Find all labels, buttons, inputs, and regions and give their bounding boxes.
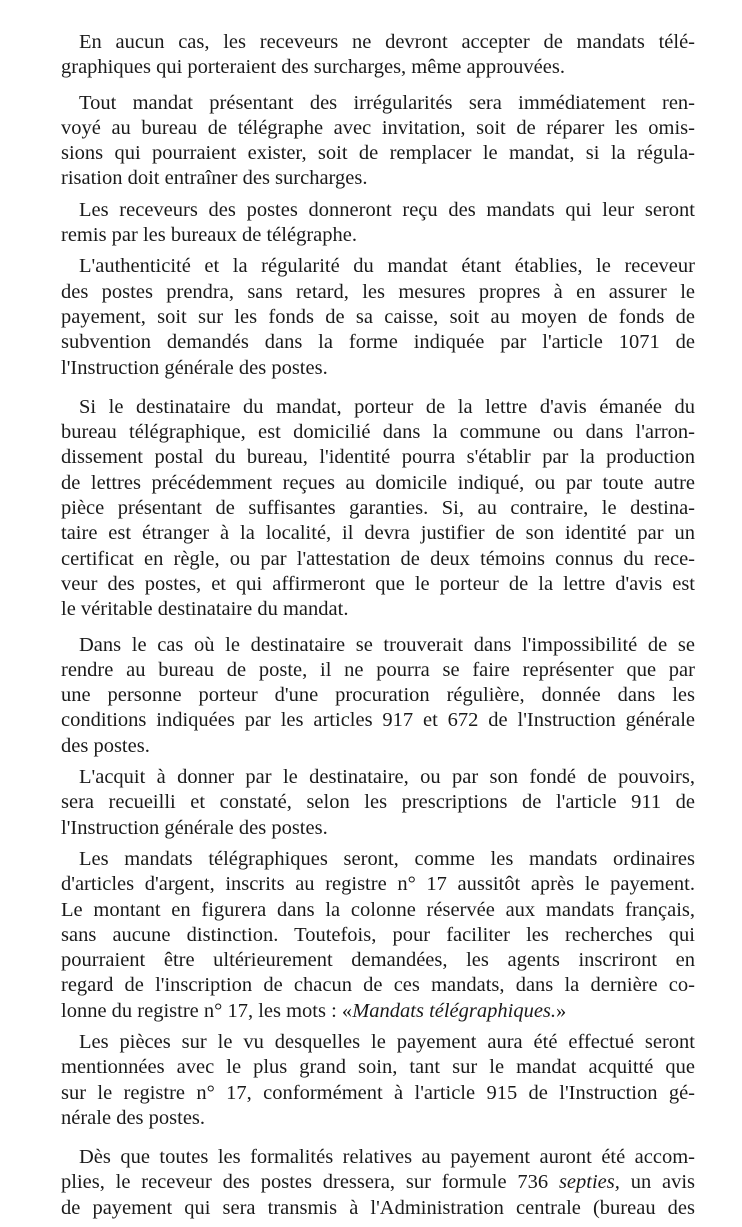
text-line: Dans le cas où le destinataire se trouverait dans l'impossibilité de se [79, 633, 695, 656]
paragraph-5 [43, 395, 695, 623]
paragraph-3 [43, 198, 695, 249]
text-line: sans aucune distinction. Toutefois, pour faciliter les recherches qui [61, 923, 695, 946]
text-line: dissement postal du bureau, l'identité pourra s'établir par la production [61, 446, 695, 469]
text-line: veur des postes, et qui affirmeront que le porteur de la lettre d'avis est [61, 572, 695, 595]
text-line: nérale des postes. [61, 1106, 206, 1129]
text-line: rendre au bureau de poste, il ne pourra se faire représenter que par [61, 658, 695, 681]
text-line: pièce présentant de suffisantes garanties. Si, au contraire, le destina- [61, 497, 695, 520]
text-line: graphiques qui porteraient des surcharges, même approuvées. [61, 56, 565, 79]
paragraph-1 [43, 30, 695, 81]
text-line: pourraient être ultérieurement demandées, les agents inscriront en [61, 949, 695, 972]
paragraph-4 [43, 254, 695, 380]
text-line: de payement qui sera transmis à l'Administration centrale (bureau des [61, 1196, 695, 1219]
text-line: regard de l'inscription de chacun de ces mandats, dans la dernière co- [61, 974, 695, 997]
text-line: mentionnées avec le plus grand soin, tant sur le mandat acquitté que [61, 1056, 695, 1079]
text-line: bureau télégraphique, est domicilié dans la commune ou dans l'arron- [61, 421, 695, 444]
text-line: Les receveurs des postes donneront reçu des mandats qui leur seront [79, 198, 695, 221]
text-segment: » [556, 999, 567, 1022]
text-line: sera recueilli et constaté, selon les prescriptions de l'article 911 de [61, 791, 695, 814]
paragraph-8 [43, 847, 695, 1024]
paragraph-2 [43, 91, 695, 192]
text-line: le véritable destinataire du mandat. [61, 598, 349, 621]
text-line: voyé au bureau de télégraphe avec invitation, soit de réparer les omis- [61, 116, 695, 139]
text-line: d'articles d'argent, inscrits au registre n° 17 aussitôt après le payement. [61, 873, 695, 896]
text-line: taire est étranger à la localité, il devra justifier de son identité par un [61, 522, 695, 545]
paragraph-9 [43, 1030, 695, 1131]
paragraph-6 [43, 633, 695, 759]
text-line [43, 999, 695, 1024]
text-line: une personne porteur d'une procuration régulière, donnée dans les [61, 684, 695, 707]
text-line: conditions indiquées par les articles 917 et 672 de l'Instruction générale [61, 709, 695, 732]
text-line: de lettres précédemment reçues au domicile indiqué, ou par toute autre [61, 471, 695, 494]
italic-text: septies, [558, 1171, 620, 1194]
italic-text: Mandats télégraphiques. [352, 999, 557, 1022]
text-line: Les mandats télégraphiques seront, comme les mandats ordinaires [79, 847, 695, 870]
paragraph-10 [43, 1145, 695, 1221]
text-line: l'Instruction générale des postes. [61, 816, 328, 839]
text-line: Tout mandat présentant des irrégularités sera immédiatement ren- [79, 91, 695, 114]
text-line: En aucun cas, les receveurs ne devront accepter de mandats télé- [79, 31, 695, 53]
text-line: des postes. [61, 734, 150, 757]
text-line: sur le registre n° 17, conformément à l'article 915 de l'Instruction gé- [61, 1081, 695, 1104]
text-line: l'Instruction générale des postes. [61, 356, 328, 379]
text-segment: lonne du registre n° 17, les mots : « [61, 999, 353, 1022]
text-line: des postes prendra, sans retard, les mesures propres à en assurer le [61, 280, 695, 303]
text-line: L'authenticité et la régularité du mandat étant établies, le receveur [79, 255, 695, 278]
text-line: remis par les bureaux de télégraphe. [61, 224, 357, 247]
text-line: sions qui pourraient exister, soit de remplacer le mandat, si la régula- [61, 142, 695, 165]
text-line: Les pièces sur le vu desquelles le payement aura été effectué seront [79, 1030, 695, 1053]
text-segment: un avis [630, 1171, 696, 1194]
text-line: certificat en règle, ou par l'attestation de deux témoins connus du rece- [61, 547, 695, 570]
text-line: Le montant en figurera dans la colonne réservée aux mandats français, [61, 898, 695, 921]
text-line: subvention demandés dans la forme indiquée par l'article 1071 de [61, 331, 695, 354]
paragraph-7 [43, 765, 695, 841]
text-line [43, 1170, 695, 1195]
text-line: Dès que toutes les formalités relatives au payement auront été accom- [79, 1146, 695, 1169]
document-page [43, 30, 695, 1227]
text-line: L'acquit à donner par le destinataire, ou par son fondé de pouvoirs, [79, 766, 695, 789]
text-line: payement, soit sur les fonds de sa caisse, soit au moyen de fonds de [61, 305, 695, 328]
text-segment: plies, le receveur des postes dressera, sur formule 736 [61, 1171, 549, 1194]
text-line: risation doit entraîner des surcharges. [61, 167, 368, 190]
text-line: Si le destinataire du mandat, porteur de la lettre d'avis émanée du [79, 395, 695, 418]
